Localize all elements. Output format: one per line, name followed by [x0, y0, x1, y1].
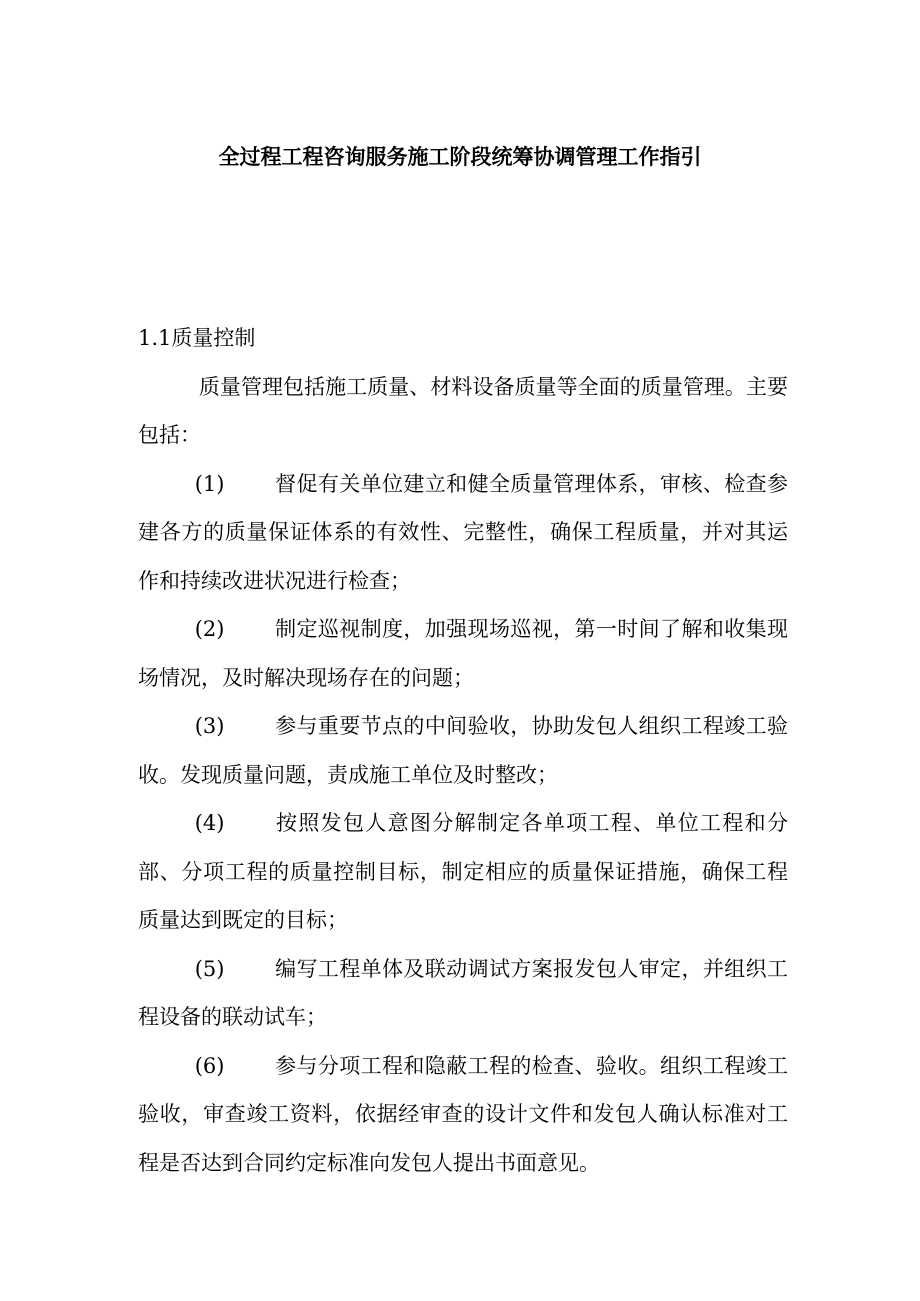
list-item-text: 参与分项工程和隐蔽工程的检查、验收。组织工程竣工验收，审查竣工资料，依据经审查的设计文件和发包人确认标准对工程是否达到合同约定标准向发包人提出书面意见。 — [138, 1053, 788, 1175]
list-item-text: 按照发包人意图分解制定各单项工程、单位工程和分部、分项工程的质量控制目标，制定相应的质量保证措施，确保工程质量达到既定的目标； — [138, 811, 788, 932]
list-item — [138, 1042, 788, 1188]
document-title: 全过程工程咨询服务施工阶段统筹协调管理工作指引 — [218, 145, 702, 169]
list-item — [138, 460, 788, 606]
list-item-number: (5) — [194, 956, 225, 981]
list-item-text: 编写工程单体及联动调试方案报发包人审定，并组织工程设备的联动试车； — [138, 956, 788, 1029]
list-item-text: 参与重要节点的中间验收，协助发包人组织工程竣工验收。发现质量问题，责成施工单位及时整改； — [138, 714, 788, 787]
list-item-text: 制定巡视制度，加强现场巡视，第一时间了解和收集现场情况，及时解决现场存在的问题； — [138, 617, 788, 690]
list-item-text: 督促有关单位建立和健全质量管理体系，审核、检查参建各方的质量保证体系的有效性、完整性，确保工程质量，并对其运作和持续改进状况进行检查； — [138, 471, 788, 593]
section-heading: 1.1质量控制 — [138, 326, 256, 350]
section-intro: 质量管理包括施工质量、材料设备质量等全面的质量管理。主要包括： — [138, 374, 788, 447]
list-item — [138, 702, 788, 799]
list-item-number: (4) — [194, 811, 225, 835]
list-item — [138, 605, 788, 702]
section-body — [138, 314, 788, 1187]
list-item — [138, 945, 788, 1042]
list-item-number: (6) — [194, 1053, 225, 1078]
list-item-number: (3) — [194, 714, 225, 738]
list-item — [138, 799, 788, 945]
list-item-number: (1) — [194, 471, 225, 496]
list-item-number: (2) — [194, 617, 225, 641]
